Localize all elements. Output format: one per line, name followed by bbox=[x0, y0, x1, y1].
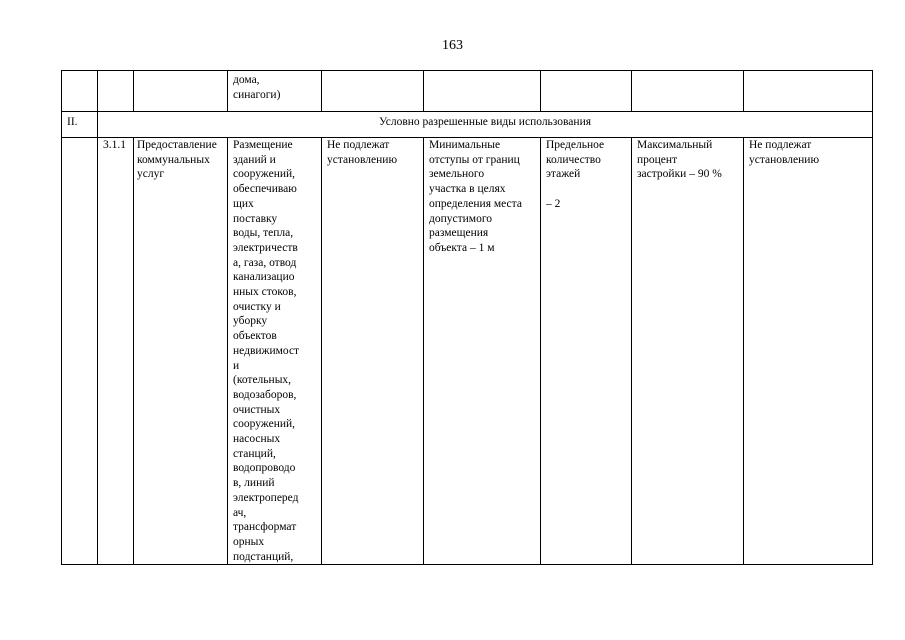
cell-max-floors: Предельное количество этажей – 2 bbox=[541, 138, 632, 565]
table-cell bbox=[632, 71, 744, 112]
cell-use-description: Размещение зданий и сооружений, обеспечиваю щих поставку воды, тепла, электричеств а, газа, отвод канализацио нных стоков, очистку и уборку объектов недвижимост и (котельных, водозаборов, очистных сооружений, насосных станций, водопроводо в, линий электроперед ач, трансформат орных подстанций, bbox=[228, 138, 322, 565]
table-row-continuation bbox=[62, 71, 873, 112]
table-cell bbox=[322, 71, 424, 112]
section-number: II. bbox=[62, 112, 98, 138]
cell-other-params: Не подлежат установлению bbox=[744, 138, 873, 565]
table-cell bbox=[62, 138, 98, 565]
table-cell bbox=[62, 71, 98, 112]
table-row-utility-services bbox=[62, 138, 873, 565]
cell-plot-size: Не подлежат установлению bbox=[322, 138, 424, 565]
cell-code: 3.1.1 bbox=[98, 138, 134, 565]
section-title: Условно разрешенные виды использования bbox=[98, 112, 873, 138]
table-cell bbox=[98, 71, 134, 112]
page-number: 163 bbox=[442, 38, 463, 53]
table-cell bbox=[424, 71, 541, 112]
cell-setbacks: Минимальные отступы от границ земельного участка в целях определения места допустимого размещения объекта – 1 м bbox=[424, 138, 541, 565]
zoning-regulations-table bbox=[61, 70, 873, 565]
table-row-section-header bbox=[62, 112, 873, 138]
cell-description-continued: дома, синагоги) bbox=[228, 71, 322, 112]
cell-use-name: Предоставление коммунальных услуг bbox=[134, 138, 228, 565]
table-cell bbox=[744, 71, 873, 112]
table-cell bbox=[134, 71, 228, 112]
table-cell bbox=[541, 71, 632, 112]
cell-coverage: Максимальный процент застройки – 90 % bbox=[632, 138, 744, 565]
